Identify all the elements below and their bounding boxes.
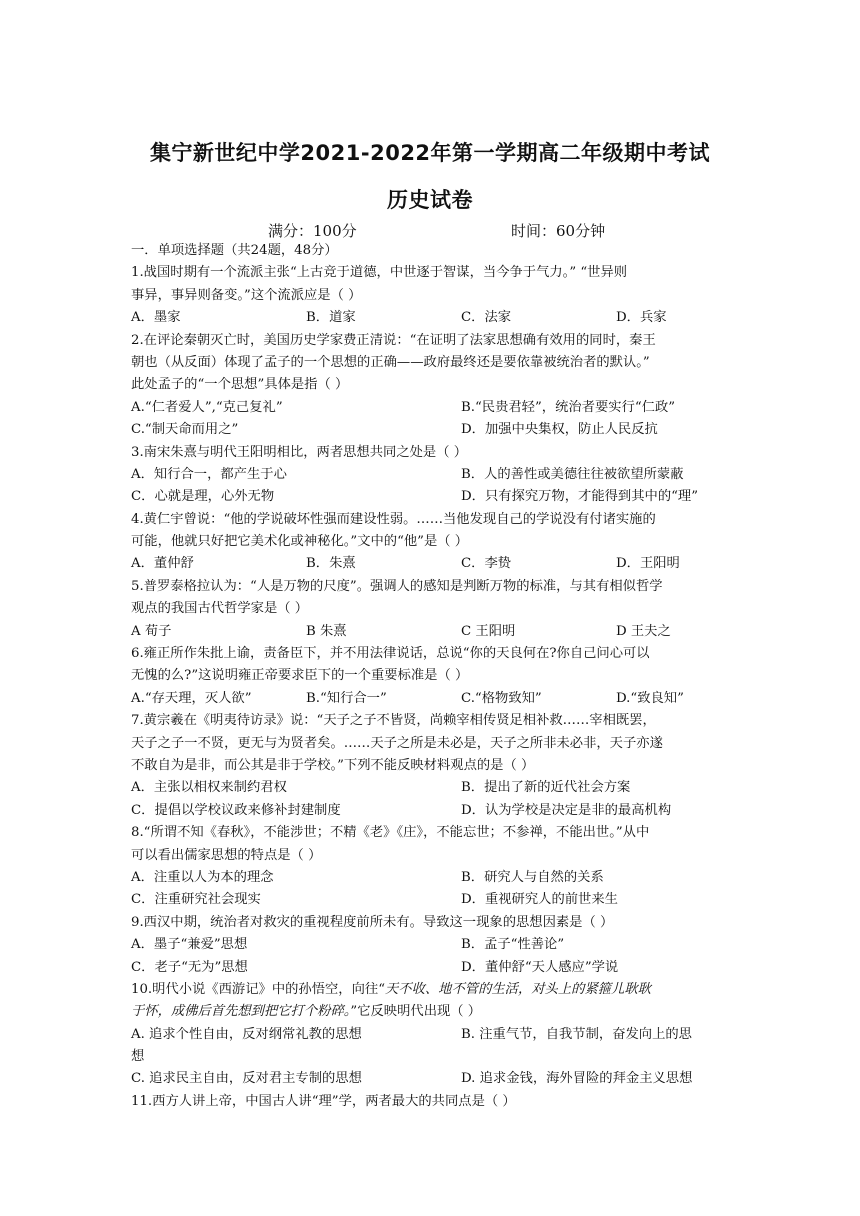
- q9-options-row1: [131, 934, 731, 956]
- q9-options-row2: [131, 957, 731, 979]
- q4-option-a: A．董仲舒: [131, 556, 194, 572]
- q10-stem-line2: [131, 1001, 731, 1023]
- q7-stem-line1: 7.黄宗羲在《明夷待访录》说：“天子之子不皆贤，尚赖宰相传贤足相补救……宰相既罢，: [131, 713, 656, 729]
- q2-option-d: D．加强中央集权，防止人民反抗: [461, 422, 658, 438]
- q5-option-c: C 王阳明: [461, 623, 516, 639]
- q10-stem-line1: [131, 979, 731, 1001]
- exam-meta: [0, 220, 860, 240]
- q1-option-d: D．兵家: [616, 310, 667, 326]
- q6-option-b: B.“知行合一”: [306, 690, 387, 706]
- q10-option-c: C. 追求民主自由，反对君主专制的思想: [131, 1071, 362, 1087]
- q4-stem-line2: 可能，他就只好把它美术化或神秘化。”文中的“他”是（ ）: [131, 534, 469, 550]
- q5-stem-line1: 5.普罗泰格拉认为：“人是万物的尺度”。强调人的感知是判断万物的标准，与其有相似哲学: [131, 578, 663, 594]
- q8-stem-line2: 可以看出儒家思想的特点是（ ）: [131, 847, 322, 863]
- full-score: 满分：100分: [268, 222, 357, 240]
- q2-stem-line1: 2.在评论秦朝灭亡时，美国历史学家费正清说：“在证明了法家思想确有效用的同时，秦王: [131, 332, 656, 348]
- q10-quote-line1: 天不收、地不管的生活，对头上的紧箍儿耿耿: [385, 981, 651, 997]
- q9-option-a: A．墨子“兼爱”思想: [131, 937, 248, 953]
- q10-options-row2: [131, 1068, 731, 1090]
- q3-stem-line1: 3.南宋朱熹与明代王阳明相比，两者思想共同之处是（ ）: [131, 444, 468, 460]
- q7-options-row1: [131, 777, 731, 799]
- q4-stem-line1: 4.黄仁宇曾说：“他的学说破坏性强而建设性弱。……当他发现自己的学说没有付诸实施的: [131, 511, 656, 527]
- q11-stem-line1: 11.西方人讲上帝，中国古人讲“理”学，两者最大的共同点是（ ）: [131, 1093, 516, 1109]
- q3-option-b: B．人的善性或美德往往被欲望所蒙蔽: [461, 466, 684, 482]
- q5-option-d: D 王夫之: [616, 623, 671, 639]
- q1-option-c: C．法家: [461, 310, 512, 326]
- q7-stem-line2: 天子之子一不贤，更无与为贤者矣。……天子之所是未必是，天子之所非未必非，天子亦遂: [131, 735, 663, 751]
- q9-option-c: C．老子“无为”思想: [131, 959, 248, 975]
- section-heading: 一．单项选择题（共24题，48分）: [131, 243, 338, 258]
- q4-options: [131, 553, 731, 575]
- q8-option-d: D．重视研究人的前世来生: [461, 892, 618, 908]
- q7-option-d: D．认为学校是决定是非的最高机构: [461, 802, 672, 818]
- q8-stem-line1: 8.“所谓不知《春秋》，不能涉世；不精《老》《庄》，不能忘世；不参禅，不能出世。”从中: [131, 825, 650, 841]
- q10-option-b-wrap: 想: [131, 1049, 145, 1065]
- q2-option-a: A.“仁者爱人”,“克己复礼”: [131, 399, 283, 415]
- q1-option-a: A．墨家: [131, 310, 181, 326]
- q4-option-d: D．王阳明: [616, 556, 680, 572]
- q6-option-d: D.“致良知”: [616, 690, 684, 706]
- q10-stem-line1-a: 10.明代小说《西游记》中的孙悟空，向往“: [131, 981, 385, 997]
- q1-stem-line2: 事异，事异则备变。”这个流派应是（ ）: [131, 287, 362, 303]
- q10-options-row1: [131, 1024, 731, 1046]
- q5-options: [131, 621, 731, 643]
- q9-option-b: B．孟子“性善论”: [461, 937, 565, 953]
- exam-subject: 历史试卷: [387, 188, 473, 212]
- q6-stem-line1: 6.雍正所作朱批上谕，责备臣下，并不用法律说话，总说“你的天良何在?你自己问心可以: [131, 646, 650, 662]
- q3-option-c: C．心就是理，心外无物: [131, 489, 275, 505]
- q8-options-row2: [131, 889, 731, 911]
- q7-option-c: C．提倡以学校议政来修补封建制度: [131, 802, 341, 818]
- exam-title: 集宁新世纪中学2021-2022年第一学期高二年级期中考试: [149, 141, 711, 165]
- q9-option-d: D．董仲舒“天人感应”学说: [461, 959, 619, 975]
- q6-stem-line2: 无愧的么?”这说明雍正帝要求臣下的一个重要标准是（ ）: [131, 668, 469, 684]
- q8-option-a: A．注重以人为本的理念: [131, 869, 274, 885]
- q4-option-b: B．朱熹: [306, 556, 356, 572]
- q7-stem-line3: 不敢自为是非，而公其是非于学校。”下列不能反映材料观点的是（ ）: [131, 757, 535, 773]
- q3-options-row1: [131, 464, 731, 486]
- q5-stem-line2: 观点的我国古代哲学家是（ ）: [131, 601, 309, 617]
- q2-stem-line2: 朝也（从反面）体现了孟子的一个思想的正确——政府最终还是要依靠被统治者的默认。”: [131, 354, 650, 370]
- q8-option-b: B．研究人与自然的关系: [461, 869, 604, 885]
- q9-stem-line1: 9.西汉中期，统治者对救灾的重视程度前所未有。导致这一现象的思想因素是（ ）: [131, 914, 614, 930]
- q3-options-row2: [131, 486, 731, 508]
- q5-option-a: A 荀子: [131, 623, 172, 639]
- q2-option-b: B.“民贵君轻”，统治者要实行“仁政”: [461, 399, 676, 415]
- q10-stem-line2-b: ”它反映明代出现（ ）: [350, 1004, 482, 1020]
- q2-option-c: C.“制天命而用之”: [131, 422, 239, 438]
- q3-option-a: A．知行合一，都产生于心: [131, 466, 287, 482]
- q10-option-b: B. 注重气节，自我节制，奋发向上的思: [461, 1026, 692, 1042]
- q2-stem-line3: 此处孟子的“一个思想”具体是指（ ）: [131, 377, 349, 393]
- q10-option-d: D. 追求金钱，海外冒险的拜金主义思想: [461, 1071, 693, 1087]
- q2-options-row1: [131, 397, 731, 419]
- q4-option-c: C．李贽: [461, 556, 512, 572]
- q1-option-b: B．道家: [306, 310, 356, 326]
- q6-option-a: A.“存天理，灭人欲”: [131, 690, 252, 706]
- q5-option-b: B 朱熹: [306, 623, 347, 639]
- exam-time: 时间：60分钟: [511, 222, 606, 240]
- q1-stem-line1: 1.战国时期有一个流派主张“上古竞于道德，中世逐于智谋，当今争于气力。” “世异则: [131, 265, 628, 281]
- q8-option-c: C．注重研究社会现实: [131, 892, 261, 908]
- q8-options-row1: [131, 867, 731, 889]
- q6-option-c: C.“格物致知”: [461, 690, 542, 706]
- q6-options: [131, 688, 731, 710]
- q10-option-a: A. 追求个性自由，反对纲常礼教的思想: [131, 1026, 362, 1042]
- q7-options-row2: [131, 800, 731, 822]
- q7-option-a: A．主张以相权来制约君权: [131, 780, 287, 796]
- q2-options-row2: [131, 419, 731, 441]
- q1-options: [131, 307, 731, 329]
- exam-body: [131, 240, 731, 1113]
- q3-option-d: D．只有探究万物，才能得到其中的“理”: [461, 489, 699, 505]
- q7-option-b: B．提出了新的近代社会方案: [461, 780, 631, 796]
- q10-quote-line2: 于怀，成佛后首先想到把它打个粉碎。: [131, 1004, 351, 1020]
